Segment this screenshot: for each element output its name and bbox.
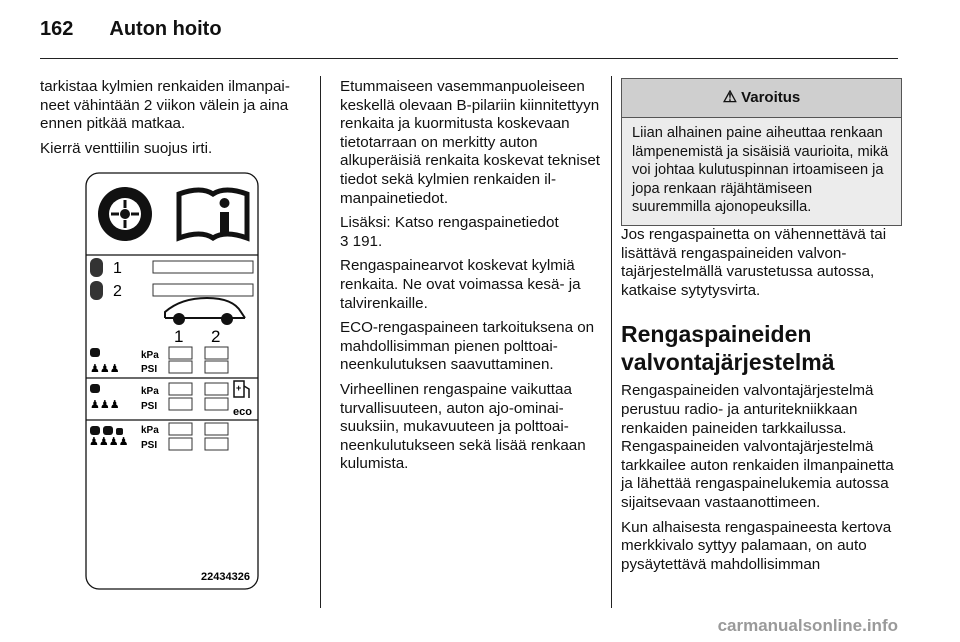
page-reference (340, 233, 606, 252)
tire-pressure-label-figure (85, 172, 259, 590)
warning-box (621, 78, 902, 226)
svg-text:♟♟♟: ♟♟♟ (90, 363, 120, 375)
svg-text:PSI: PSI (141, 364, 158, 375)
svg-text:kPa: kPa (141, 350, 159, 361)
paragraph: Virheellinen rengaspaine vaikuttaa turvallisuuteen, auton ajo-ominaisuuksiin, mukavuuteen ja polttoaineenkulutukseen sekä lisää renkaan kulumista. (340, 380, 586, 473)
svg-text:♟♟♟: ♟♟♟ (90, 399, 120, 411)
warning-title: ⚠ Varoitus (622, 79, 901, 118)
column-divider (320, 76, 321, 608)
warning-triangle-icon: ⚠ (722, 88, 738, 106)
svg-text:+: + (236, 383, 242, 393)
column-divider (611, 76, 612, 608)
svg-text:♟♟♟♟: ♟♟♟♟ (89, 436, 129, 448)
paragraph: Kun alhaisesta rengaspaineesta kertova merkkivalo syttyy palamaan, on auto pysäytettävä mahdollisimman (621, 518, 892, 573)
tire-icon (98, 187, 152, 241)
paragraph: Rengaspainearvot koskevat kylmiä renkaita. Ne ovat voimassa kesä- ja talvirenkaille. (340, 257, 581, 312)
svg-text:kPa: kPa (141, 386, 159, 397)
header-rule (40, 58, 898, 59)
axle-number: 1 (174, 327, 184, 346)
axle-number: 2 (211, 327, 221, 346)
row-number: 1 (113, 260, 122, 277)
column-left (40, 78, 306, 164)
figure-code: 22434326 (201, 571, 250, 583)
page-header (40, 18, 222, 41)
column-middle (340, 78, 606, 480)
paragraph: Rengaspaineiden valvontajärjestelmä perustuu radio- ja anturitekniikkaan renkaiden paineiden tarkkailussa. Rengaspaineiden valvontajärjestelmä tarkkailee auton renkaiden ilmanpainetta ja lähettää rengaspainelukemia autossa sijaitsevaan vastaanottimeen. (621, 382, 894, 511)
paragraph: Kierrä venttiilin suojus irti. (40, 139, 213, 157)
svg-text:kPa: kPa (141, 425, 159, 436)
paragraph: Lisäksi: Katso rengaspainetiedot (340, 214, 559, 232)
warning-body: Liian alhainen paine aiheuttaa renkaan lämpenemistä ja sisäisiä vaurioita, mikä voi johtaa kulutuspinnan irtoamiseen ja jopa renkaan räjähtämiseen suuremmilla ajonopeuksilla. (622, 118, 901, 225)
paragraph: tarkistaa kylmien renkaiden ilmanpaineet vähintään 2 viikon välein ja aina ennen pitkää matkaa. (40, 78, 290, 133)
section-heading: Rengaspaineiden valvontajärjestelmä (621, 321, 835, 376)
reference-text[interactable]: 3 191. (340, 232, 383, 250)
page-title: Auton hoito (109, 18, 222, 40)
row-number: 2 (113, 283, 122, 300)
paragraph: ECO-rengaspaineen tarkoituksena on mahdollisimman pienen polttoaineenkulutuksen saavuttaminen. (340, 319, 595, 374)
svg-text:PSI: PSI (141, 401, 158, 412)
page-number: 162 (40, 18, 74, 40)
paragraph: Jos rengaspainetta on vähennettävä tai lisättävä rengaspaineiden valvontajärjestelmällä varustetussa autossa, katkaise sytytysvirta. (621, 225, 887, 299)
paragraph: Etummaiseen vasemmanpuoleiseen keskellä olevaan B-pilariin kiinnitettyyn renkaita ja kuormitusta koskevaan tietotarraan on merkitty auton alkuperäisiä renkaita koskevat tekniset tiedot sekä kylmien renkaiden ilmanpainetiedot. (340, 78, 601, 207)
svg-text:PSI: PSI (141, 440, 158, 451)
svg-text:eco: eco (233, 406, 252, 418)
column-right (621, 78, 903, 580)
watermark: carmanualsonline.info (717, 616, 898, 635)
